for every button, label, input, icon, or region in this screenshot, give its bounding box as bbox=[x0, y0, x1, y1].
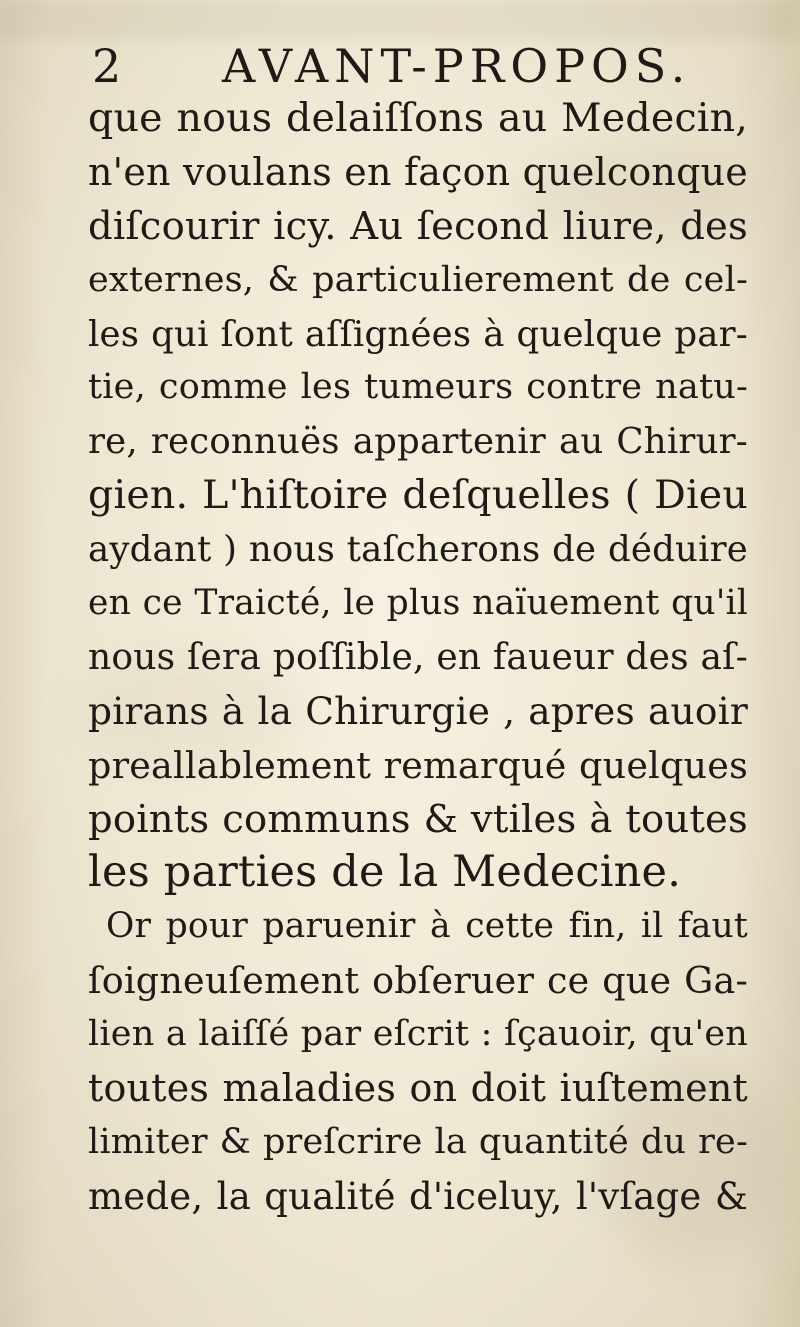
text-line: nous ſera poſſible, en faueur des aſ- bbox=[88, 636, 749, 678]
text-line: aydant ) nous taſcherons de déduire bbox=[88, 529, 748, 571]
text-line: re, reconnuës appartenir au Chirur- bbox=[88, 421, 748, 463]
text-line: points communs & vtiles à toutes bbox=[88, 796, 748, 842]
text-line: lien a laiſſé par eſcrit : ſçauoir, qu'en bbox=[88, 1014, 748, 1055]
paragraph-start-line: Or pour paruenir à cette fin, il faut bbox=[106, 906, 748, 947]
text-line: preallablement remarqué quelques bbox=[88, 743, 748, 787]
text-line: que nous delaiſſons au Medecin, bbox=[88, 95, 748, 141]
text-line: n'en voulans en façon quelconque bbox=[88, 149, 748, 194]
text-line: toutes maladies on doit iuſtement bbox=[88, 1066, 748, 1111]
body-text bbox=[88, 92, 748, 1224]
text-line: les qui ſont aſſignées à quelque par- bbox=[88, 313, 748, 355]
text-line: mede, la qualité d'iceluy, l'vſage & bbox=[88, 1174, 748, 1218]
text-line: gien. L'hiſtoire deſquelles ( Dieu bbox=[88, 472, 748, 519]
text-line: en ce Traicté, le plus naïuement qu'il bbox=[88, 583, 748, 624]
text-line: externes, & particulierement de cel- bbox=[88, 259, 748, 300]
running-head: AVANT-PROPOS. bbox=[222, 39, 692, 93]
text-line: tie, comme les tumeurs contre natu- bbox=[88, 367, 748, 408]
page-header bbox=[92, 30, 732, 100]
text-line: ſoigneuſement obſeruer ce que Ga- bbox=[88, 959, 748, 1003]
paragraph-end-line: les parties de la Medecine. bbox=[88, 847, 682, 898]
text-line: pirans à la Chirurgie , apres auoir bbox=[88, 688, 748, 733]
text-line: diſcourir icy. Au ſecond liure, des bbox=[88, 203, 748, 249]
page-number: 2 bbox=[92, 39, 122, 93]
text-line: limiter & preſcrire la quantité du re- bbox=[88, 1121, 748, 1162]
